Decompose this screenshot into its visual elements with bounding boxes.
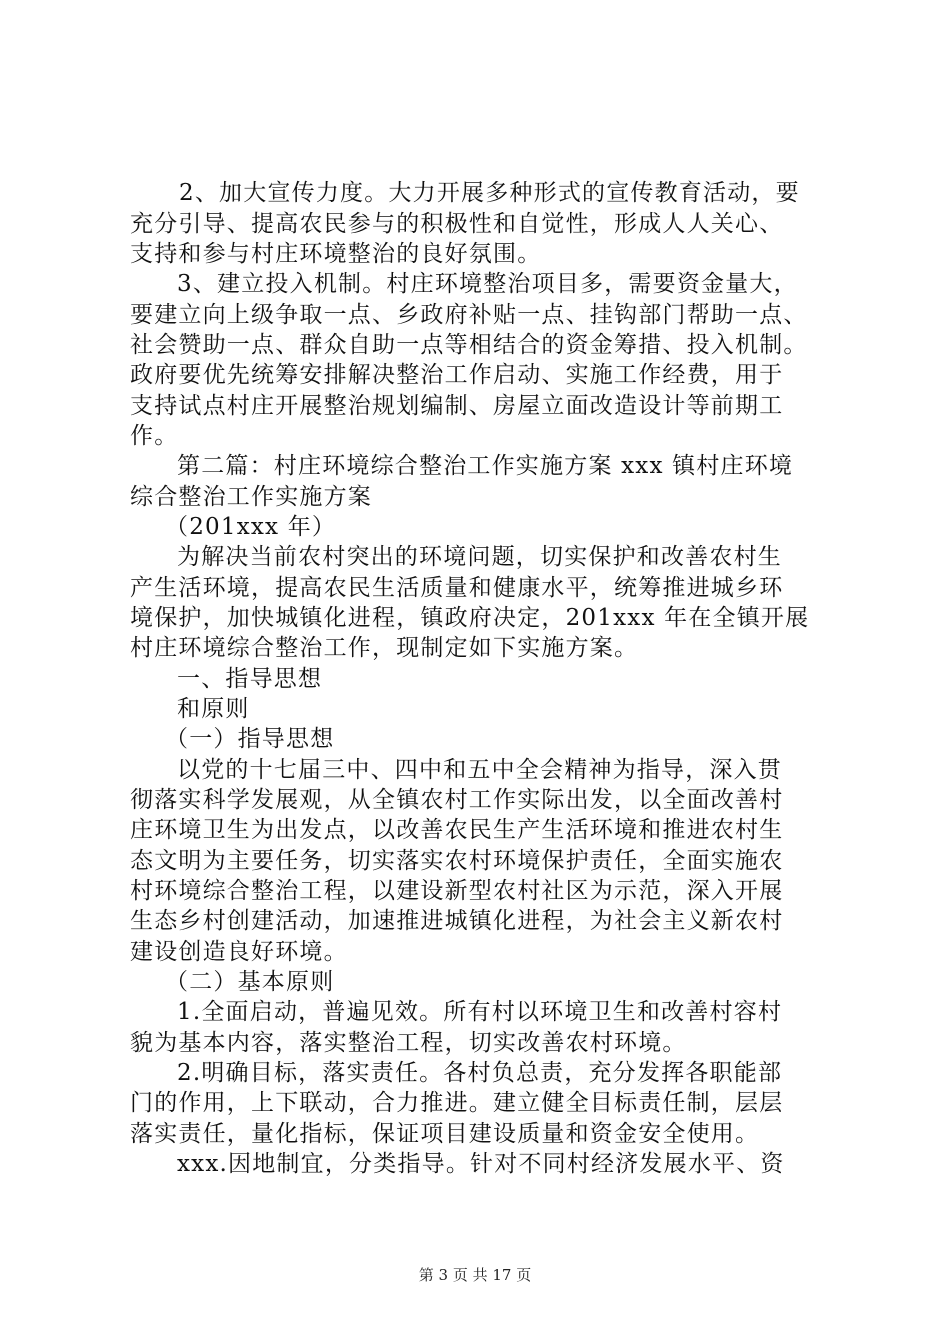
text-line: 庄环境卫生为出发点，以改善农民生产生活环境和推进农村生	[130, 817, 784, 843]
text-line: 貌为基本内容，落实整治工程，切实改善农村环境。	[130, 1030, 687, 1056]
text-line: 产生活环境，提高农民生活质量和健康水平，统筹推进城乡环	[130, 575, 784, 601]
text-line: 村庄环境综合整治工作，现制定如下实施方案。	[130, 635, 639, 661]
section-heading: 综合整治工作实施方案	[130, 484, 372, 510]
text-line: 境保护，加快城镇化进程，镇政府决定，201xxx 年在全镇开展	[130, 605, 810, 631]
text-line: 2.明确目标，落实责任。各村负总责，充分发挥各职能部	[177, 1060, 783, 1086]
text-line: 政府要优先统筹安排解决整治工作启动、实施工作经费，用于	[130, 362, 784, 388]
subheading: （一）指导思想	[165, 726, 335, 752]
text-line: 充分引导、提高农民参与的积极性和自觉性，形成人人关心、	[130, 211, 784, 237]
text-line: 门的作用，上下联动，合力推进。建立健全目标责任制，层层	[130, 1090, 784, 1116]
text-line: 2、加大宣传力度。大力开展多种形式的宣传教育活动，要	[179, 180, 800, 206]
text-line: 态文明为主要任务，切实落实农村环境保护责任，全面实施农	[130, 848, 784, 874]
text-line: 支持和参与村庄环境整治的良好氛围。	[130, 241, 542, 267]
text-line: 社会赞助一点、群众自助一点等相结合的资金筹措、投入机制。	[130, 332, 808, 358]
text-line: 要建立向上级争取一点、乡政府补贴一点、挂钩部门帮助一点、	[130, 302, 808, 328]
text-line: 为解决当前农村突出的环境问题，切实保护和改善农村生	[177, 544, 782, 570]
text-line: 支持试点村庄开展整治规划编制、房屋立面改造设计等前期工	[130, 393, 784, 419]
text-line: 建设创造良好环境。	[130, 939, 348, 965]
subheading: 和原则	[177, 696, 250, 722]
page-footer: 第 3 页 共 17 页	[418, 1266, 532, 1284]
text-line: 以党的十七届三中、四中和五中全会精神为指导，深入贯	[177, 757, 782, 783]
text-line: 落实责任，量化指标，保证项目建设质量和资金安全使用。	[130, 1121, 760, 1147]
text-line: 作。	[130, 423, 179, 449]
text-line: 生态乡村创建活动，加速推进城镇化进程，为社会主义新农村	[130, 908, 784, 934]
text-line: 彻落实科学发展观，从全镇农村工作实际出发，以全面改善村	[130, 787, 784, 813]
subheading: （二）基本原则	[165, 969, 335, 995]
text-line: 1.全面启动，普遍见效。所有村以环境卫生和改善村容村	[177, 999, 783, 1025]
text-line: 3、建立投入机制。村庄环境整治项目多，需要资金量大，	[177, 271, 798, 297]
section-heading: 第二篇：村庄环境综合整治工作实施方案 xxx 镇村庄环境	[177, 453, 794, 479]
text-line: xxx.因地制宜，分类指导。针对不同村经济发展水平、资	[177, 1151, 785, 1177]
subheading: 一、指导思想	[177, 666, 323, 692]
year-note: （201xxx 年）	[165, 514, 337, 540]
text-line: 村环境综合整治工程，以建设新型农村社区为示范，深入开展	[130, 878, 784, 904]
